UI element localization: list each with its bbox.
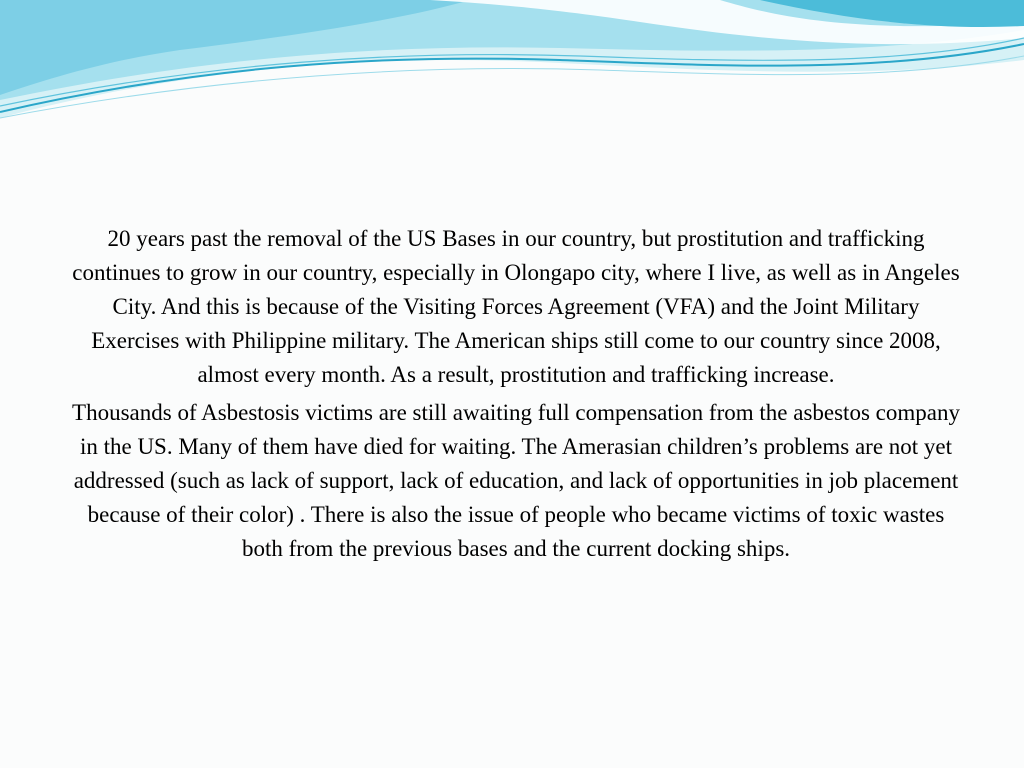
slide-body-text [66, 222, 966, 570]
paragraph-2: Thousands of Asbestosis victims are still awaiting full compensation from the asbestos company in the US. Many of them have died for waiting. The Amerasian children’s problems are not yet addressed (such as lack of support, lack of education, and lack of opportunities in job placement because of their color) . There is also the issue of people who became victims of toxic wastes both from the previous bases and the current docking ships. [72, 400, 960, 561]
paragraph-1: 20 years past the removal of the US Bases in our country, but prostitution and trafficking continues to grow in our country, especially in Olongapo city, where I live, as well as in Angeles City. And this is because of the Visiting Forces Agreement (VFA) and the Joint Military Exercises with Philippine military. The American ships still come to our country since 2008, almost every month. As a result, prostitution and trafficking increase. [72, 226, 960, 387]
decorative-wave-header [0, 0, 1024, 130]
